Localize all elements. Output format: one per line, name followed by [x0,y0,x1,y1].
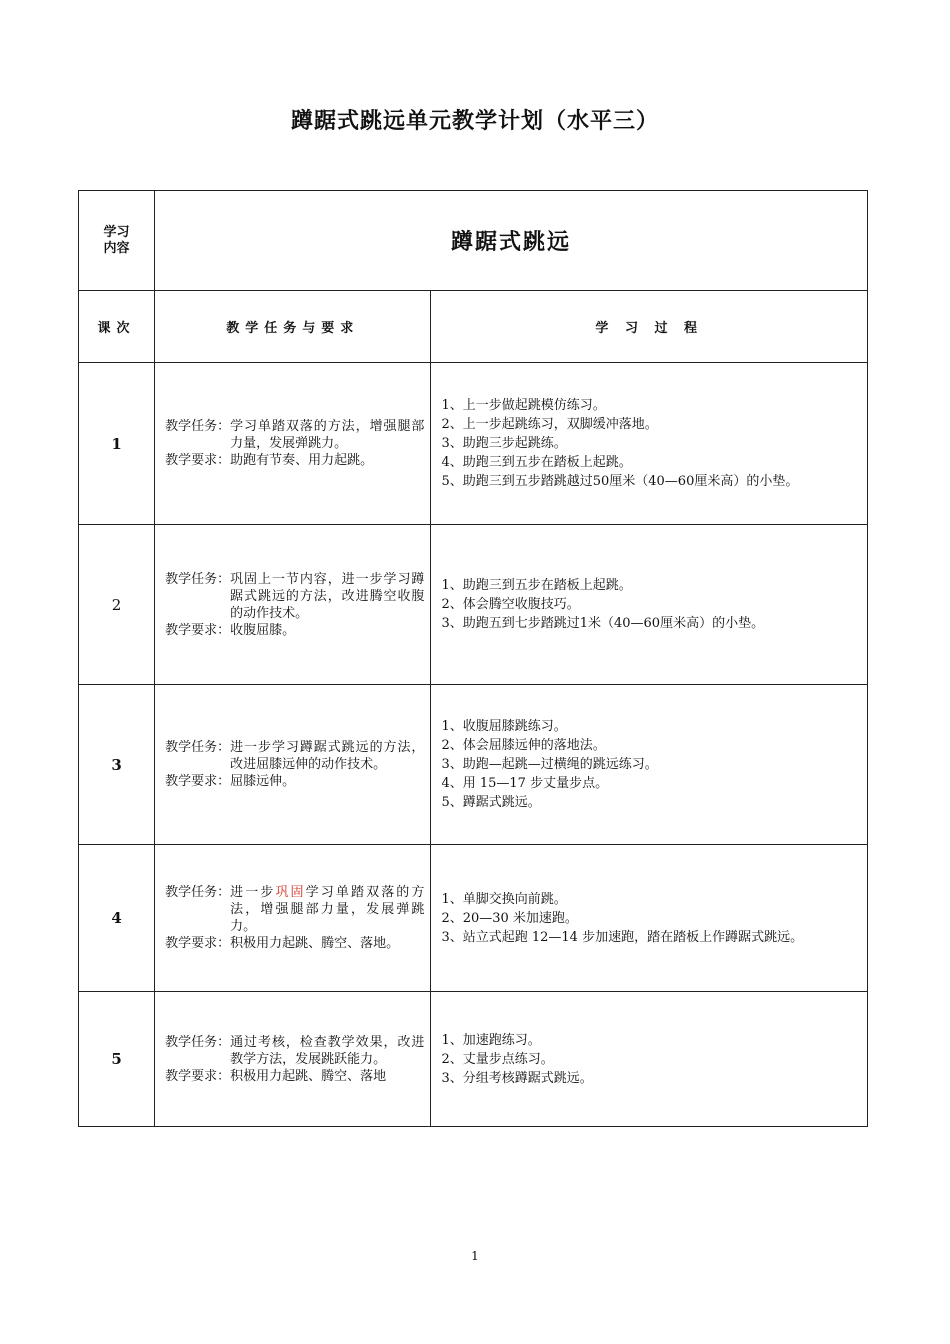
list-item [441,928,861,947]
step-text: 蹲踞式跳远。 [462,795,541,810]
requirement-text: 屈膝远伸。 [230,774,296,789]
list-item [441,1031,861,1050]
task-line [165,1034,424,1068]
task-label: 教学任务： [165,740,231,755]
task-line [165,571,424,622]
step-text: 助跑五到七步踏跳过1米（40—60厘米高）的小垫。 [462,616,765,631]
task-cell [155,685,431,845]
task-text: 学习单踏双落的方法，增强腿部力量，发展弹跳力。 [230,419,425,451]
step-number: 4、 [441,455,463,470]
list-item [441,736,861,755]
step-number: 3、 [441,1070,463,1086]
step-text: 体会腾空收腹技巧。 [462,597,580,612]
requirement-line [165,1068,424,1085]
column-header-lesson: 课次 [79,291,155,363]
requirement-text: 助跑有节奏、用力起跳。 [230,453,374,468]
task-text-post: 学习单踏双落的方法，增强腿部力量，发展弹跳力。 [230,885,425,934]
task-cell [155,845,431,992]
step-text: 助跑三步起跳练。 [462,436,567,451]
table-row [79,525,868,685]
step-number: 2、 [441,738,463,753]
task-text-highlight: 巩固 [275,885,306,900]
process-cell [431,363,868,525]
task-cell [155,992,431,1127]
process-list [441,890,861,947]
requirement-text: 积极用力起跳、腾空、落地 [230,1068,387,1084]
list-item [441,396,861,415]
task-label: 教学任务： [165,571,231,587]
step-number: 5、 [441,795,463,810]
page-number: 1 [471,1249,479,1263]
document-title: 蹲踞式跳远单元教学计划（水平三） [290,109,659,134]
step-number: 2、 [441,597,463,612]
process-cell [431,992,868,1127]
list-item [441,576,861,595]
content-row [79,191,868,291]
process-list [441,396,861,491]
list-item [441,1069,861,1088]
step-text: 助跑三到五步在踏板上起跳。 [462,455,632,470]
task-cell [155,525,431,685]
list-item [441,909,861,928]
step-number: 5、 [441,474,463,489]
list-item [441,774,861,793]
step-number: 3、 [441,616,463,631]
content-value-cell [155,191,868,291]
step-number: 2、 [441,1051,463,1067]
list-item [441,595,861,614]
task-line [165,739,424,773]
requirement-label: 教学要求： [165,1068,231,1084]
table-row [79,363,868,525]
table-row [79,685,868,845]
requirement-label: 教学要求： [165,774,231,789]
step-number: 1、 [441,1032,463,1048]
step-number: 4、 [441,776,463,791]
requirement-label: 教学要求： [165,936,231,951]
column-header-process: 学 习 过 程 [431,291,868,363]
content-label-cell [79,191,155,291]
list-item [441,793,861,812]
process-list [441,576,861,633]
step-text: 助跑三到五步在踏板上起跳。 [462,578,632,593]
task-label: 教学任务： [165,419,231,434]
task-text: 通过考核，检查教学效果，改进教学方法，发展跳跃能力。 [230,1034,425,1067]
task-text-pre: 进一步 [230,885,276,900]
step-number: 3、 [441,757,463,772]
step-text: 20—30 米加速跑。 [462,910,578,926]
lesson-number: 5 [79,992,155,1127]
process-cell [431,525,868,685]
list-item [441,890,861,909]
list-item [441,415,861,434]
task-line [165,884,424,935]
lesson-number: 4 [79,845,155,992]
lesson-number: 1 [79,363,155,525]
requirement-label: 教学要求： [165,453,231,468]
task-cell [155,363,431,525]
requirement-line [165,773,424,790]
list-item [441,453,861,472]
lesson-number: 2 [79,525,155,685]
task-label: 教学任务： [165,885,231,900]
step-text: 分组考核蹲踞式跳远。 [462,1070,593,1086]
content-value: 蹲踞式跳远 [451,230,572,255]
step-number: 1、 [441,398,463,413]
requirement-label: 教学要求： [165,622,231,638]
step-number: 1、 [441,891,463,907]
step-text: 收腹屈膝跳练习。 [462,719,567,734]
list-item [441,472,861,491]
requirement-text: 积极用力起跳、腾空、落地。 [230,936,400,951]
table-row [79,992,868,1127]
step-text: 站立式起跑 12—14 步加速跑，踏在踏板上作蹲踞式跳远。 [462,929,804,945]
lesson-number: 3 [79,685,155,845]
step-number: 1、 [441,719,463,734]
step-text: 上一步做起跳模仿练习。 [462,398,606,413]
step-text: 单脚交换向前跳。 [462,891,567,907]
task-text: 进一步学习蹲踞式跳远的方法，改进屈膝远伸的动作技术。 [230,740,425,772]
list-item [441,614,861,633]
requirement-line [165,935,424,952]
process-cell [431,685,868,845]
step-text: 丈量步点练习。 [462,1051,554,1067]
column-header-row [79,291,868,363]
step-number: 1、 [441,578,463,593]
task-text [230,884,424,935]
step-number: 2、 [441,910,463,926]
content-label: 学习 内容 [103,224,130,256]
process-list [441,1031,861,1088]
step-number: 2、 [441,417,463,432]
requirement-line [165,452,424,469]
step-number: 3、 [441,436,463,451]
teaching-plan-table [78,190,868,1127]
process-cell [431,845,868,992]
step-text: 加速跑练习。 [462,1032,541,1048]
list-item [441,1050,861,1069]
list-item [441,717,861,736]
step-text: 上一步起跳练习，双脚缓冲落地。 [462,417,658,432]
task-label: 教学任务： [165,1034,231,1050]
step-text: 助跑—起跳—过横绳的跳远练习。 [462,757,658,772]
task-text: 巩固上一节内容，进一步学习蹲踞式跳远的方法，改进腾空收腹的动作技术。 [230,571,425,621]
requirement-text: 收腹屈膝。 [230,622,296,638]
step-text: 助跑三到五步踏跳越过50厘米（40—60厘米高）的小垫。 [462,474,799,489]
step-text: 体会屈膝远伸的落地法。 [462,738,606,753]
step-text: 用 15—17 步丈量步点。 [462,776,609,791]
column-header-tasks: 教学任务与要求 [155,291,431,363]
list-item [441,434,861,453]
requirement-line [165,622,424,639]
task-line [165,418,424,452]
step-number: 3、 [441,929,463,945]
list-item [441,755,861,774]
table-row [79,845,868,992]
process-list [441,717,861,812]
